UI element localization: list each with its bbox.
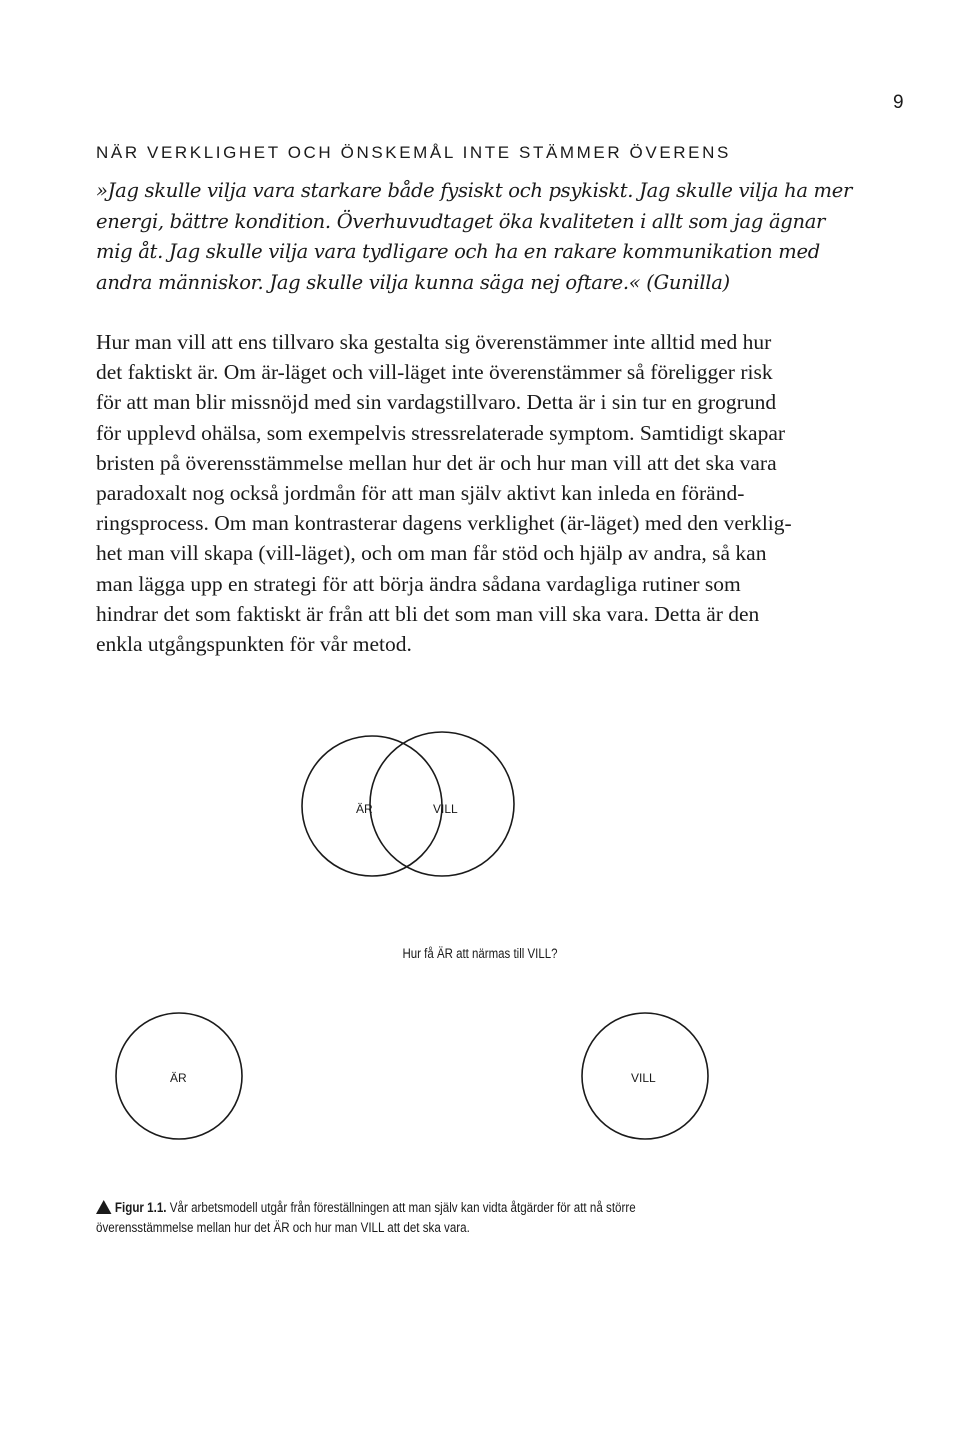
- page-number: 9: [893, 92, 904, 113]
- overlap-label-vill: VILL: [433, 802, 458, 816]
- body-line: het man vill skapa (vill-läget), och om man får stöd och hjälp av andra, så kan: [96, 541, 767, 566]
- quote-line: energi, bättre kondition. Överhuvudtaget öka kvaliteten i allt som jag ägnar: [96, 209, 826, 233]
- diagram-question: Hur få ÄR att närmas till VILL?: [402, 946, 558, 961]
- quote-line: mig åt. Jag skulle vilja vara tydligare och ha en rakare kommunikation med: [96, 240, 820, 263]
- body-line: enkla utgångspunkten för vår metod.: [96, 632, 412, 657]
- body-line: Hur man vill att ens tillvaro ska gestalta sig överenstämmer inte alltid med hur: [96, 330, 772, 354]
- separate-label-ar: ÄR: [170, 1071, 187, 1085]
- body-line: för upplevd ohälsa, som exempelvis stressrelaterade symptom. Samtidigt skapar: [96, 420, 786, 445]
- overlap-label-ar: ÄR: [356, 802, 373, 816]
- body-line: det faktiskt är. Om är-läget och vill-läget inte överenstämmer så föreligger risk: [96, 360, 773, 385]
- body-line: man lägga upp en strategi för att börja ändra sådana vardagliga rutiner som: [96, 571, 741, 596]
- caption-text-2: överensstämmelse mellan hur det ÄR och hur man VILL att det ska vara.: [96, 1220, 470, 1235]
- section-heading: NÄR VERKLIGHET OCH ÖNSKEMÅL INTE STÄMMER ÖVERENS: [96, 143, 731, 162]
- body-line: bristen på överensstämmelse mellan hur det är och hur man vill att det ska vara: [96, 450, 777, 475]
- quote-line: andra människor. Jag skulle vilja kunna säga nej oftare.« (Gunilla): [96, 270, 730, 294]
- triangle-icon: [96, 1200, 111, 1214]
- separate-label-vill: VILL: [631, 1071, 656, 1085]
- figure-caption: [96, 1198, 776, 1238]
- figure-number: Figur 1.1.: [114, 1200, 167, 1215]
- quote-line: »Jag skulle vilja vara starkare både fysiskt och psykiskt. Jag skulle vilja ha mer: [96, 179, 853, 202]
- body-line: ringsprocess. Om man kontrasterar dagens verklighet (är-läget) med den verklig-: [96, 511, 792, 536]
- body-line: för att man blir missnöjd med sin vardagstillvaro. Detta är i sin tur en grogrund: [96, 390, 777, 415]
- body-line: paradoxalt nog också jordmån för att man själv aktivt kan inleda en föränd-: [96, 481, 745, 506]
- caption-text: Vår arbetsmodell utgår från föreställningen att man själv kan vidta åtgärder för att nå större: [169, 1200, 636, 1215]
- body-line: hindrar det som faktiskt är från att bli det som man vill ska vara. Detta är den: [96, 601, 760, 626]
